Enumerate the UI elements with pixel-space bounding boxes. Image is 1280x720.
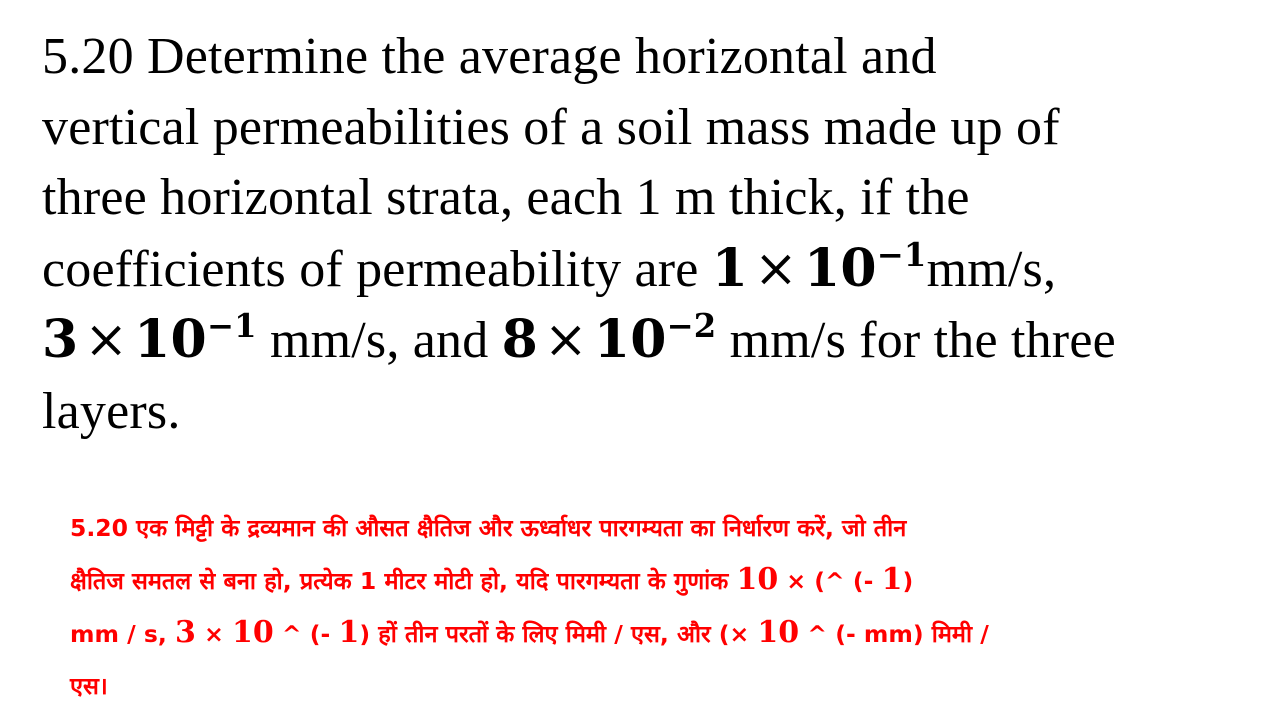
k1-base: 10 [803,237,877,299]
hindi-line-2-big: 10 [736,562,779,597]
hindi-line-3-a: mm / s, [70,620,176,648]
hindi-line-3-big3: 1 [338,615,360,650]
k3-times: × [544,310,588,370]
hindi-line-3-big2: 10 [231,615,274,650]
permeability-k3 [502,309,717,370]
hindi-line-3-b: × [195,620,232,648]
k2-exponent: −1 [206,307,257,346]
hindi-translation [70,502,1250,712]
permeability-k2 [42,309,257,370]
k1-exponent: −1 [876,235,927,274]
english-question [42,22,1278,447]
hindi-line-2-text: क्षैतिज समतल से बना हो, प्रत्येक 1 मीटर मोटी हो, यदि पारगम्यता के गुणांक [70,567,737,595]
hindi-line-2-tail: × (^ (- [778,567,882,595]
k1-times: × [754,238,798,299]
hindi-line-3-d: ) हों तीन परतों के लिए मिमी / एस, और (× [359,620,758,648]
permeability-k1 [711,235,927,299]
hindi-line-2-big2: 1 [881,562,903,597]
hindi-line-3-e: ^ (- mm) मिमी / [799,620,989,648]
k3-mantissa: 8 [501,309,539,370]
k3-unit: mm/s for the three [716,312,1116,369]
hindi-line-3-c: ^ (- [273,620,339,648]
hindi-line-3-big4: 10 [757,615,800,650]
k2-unit: mm/s, and [256,312,502,369]
english-line-4-text: coefficients of permeability are [42,240,712,298]
hindi-line-2 [70,554,1250,607]
k2-base: 10 [134,309,207,370]
k1-unit: mm/s, [926,240,1057,298]
hindi-line-2-end: ) [902,567,914,595]
hindi-line-3 [70,607,1250,660]
hindi-line-1: 5.20 एक मिट्टी के द्रव्यमान की औसत क्षैतिज और ऊर्ध्वाधर पारगम्यता का निर्धारण करें, जो तीन [70,514,907,542]
english-line-1: 5.20 Determine the average horizontal and [42,28,937,85]
english-line-4 [42,234,1278,306]
english-line-6: layers. [42,382,181,440]
english-line-3: three horizontal strata, each 1 m thick, if the [42,169,970,226]
k3-base: 10 [593,309,667,370]
hindi-line-3-big1: 3 [175,615,196,650]
english-line-5 [42,305,1278,377]
english-line-2: vertical permeabilities of a soil mass made up of [42,98,1060,156]
hindi-line-4: एस। [70,672,108,700]
k2-times: × [84,310,129,370]
k2-mantissa: 3 [42,309,79,370]
k1-mantissa: 1 [711,237,749,299]
k3-exponent: −2 [666,307,717,346]
